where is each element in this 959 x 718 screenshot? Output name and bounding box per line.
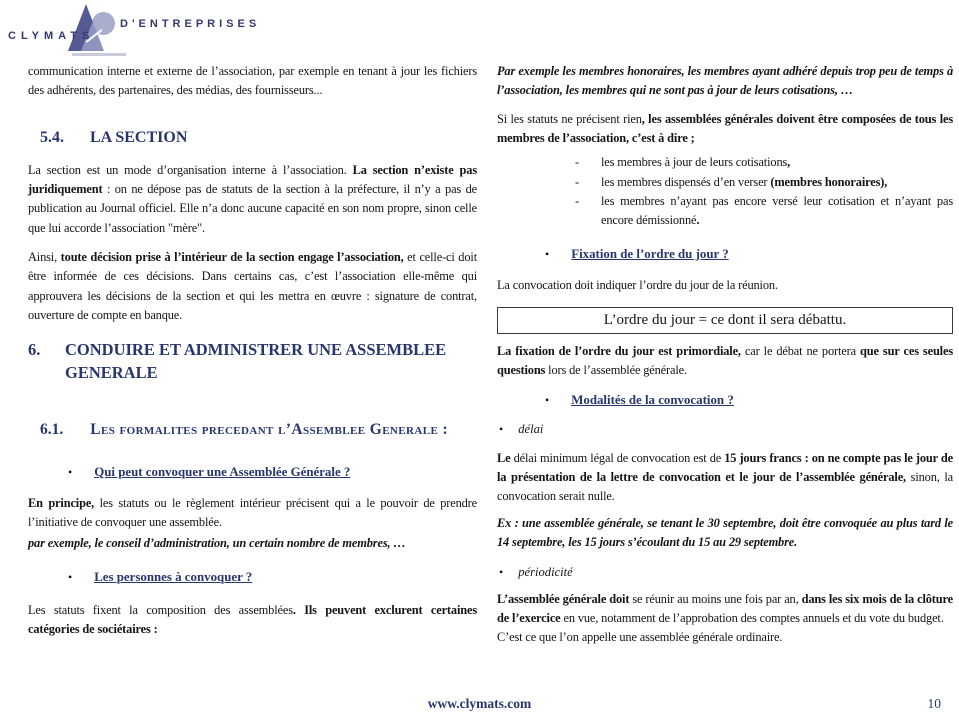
bullet-delai — [497, 422, 953, 437]
bullet-modalites-convocation — [497, 393, 953, 408]
bullet-icon: • — [545, 392, 550, 407]
paragraph-periodicite: L’assemblée générale doit se réunir au moins une fois par an, dans les six mois de la clôture de l’exercice en vue, notamment de l’approbation des comptes annuels et du vote du budget. C’est ce que l’on appelle une assemblée générale ordinaire. — [497, 591, 953, 645]
bullet-icon: • — [545, 246, 550, 261]
brand-entreprises: D'ENTREPRISES — [120, 18, 261, 30]
heading-title: LA SECTION — [90, 128, 188, 146]
list-item — [497, 153, 953, 172]
ordre-du-jour-box: L’ordre du jour = ce dont il sera débattu. — [497, 307, 953, 334]
heading-number: 5.4. — [40, 128, 64, 146]
bullet-periodicite — [497, 565, 953, 580]
bullet-icon: • — [68, 569, 73, 584]
heading-number: 6. — [28, 340, 41, 360]
paragraph-exemple-delai: Ex : une assemblée générale, se tenant le 30 septembre, doit être convoquée au plus tard le 14 septembre, les 15 jours s’écoulant du 15 au 29 septembre. — [497, 515, 953, 550]
list-item-text: les membres dispensés d’en verser (membres honoraires), — [601, 174, 888, 189]
paragraph-section-legal: La section est un mode d’organisation interne à l’association. La section n’existe pas juridiquement : on ne dépose pas de statuts de la section à la préfecture, il n’y a pas de publication au Journal officiel. Elle n’a donc aucune capacité en son nom propre, sinon celle que lui accorde l’association "mère". — [28, 162, 477, 235]
paragraph-en-principe: En principe, les statuts ou le règlement intérieur précisent qui a le pouvoir de prendre l’initiative de convoquer une assemblée. — [28, 495, 478, 530]
heading-title: Les formalites precedant l’Assemblee Generale : — [90, 420, 449, 438]
page-number: 10 — [927, 696, 941, 711]
paragraph-fixation-primordiale: La fixation de l’ordre du jour est primordiale, car le débat ne portera que sur ces seules questions lors de l’assemblée générale. — [497, 344, 953, 378]
list-item-text: les membres à jour de leurs cotisations, — [601, 155, 791, 170]
column-right — [497, 62, 953, 648]
list-item-text: les membres n’ayant pas encore versé leur cotisation et n’ayant pas encore démissionné. — [601, 194, 953, 228]
logo-baseline-decoration — [72, 53, 126, 56]
dash-marker: - — [575, 155, 579, 170]
paragraph-convocation-ordre: La convocation doit indiquer l’ordre du jour de la réunion. — [497, 277, 778, 292]
bullet-label: Les personnes à convoquer ? — [94, 569, 253, 584]
footer-site-link[interactable]: www.clymats.com — [427, 696, 532, 711]
intro-paragraph: communication interne et externe de l’association, par exemple en tenant à jour les fichiers des adhérents, des partenaires, des médias, des fournisseurs... — [28, 64, 477, 98]
bullet-label: Fixation de l’ordre du jour ? — [571, 246, 729, 261]
paragraph-section-decisions: Ainsi, toute décision prise à l’intérieur de la section engage l’association, et celle-ci doit être informée de ces décisions. Dans certains cas, c’est l’association elle-même qui approuvera les décisions de la section et qui les mettra en œuvre : signature de contrat, ouverture de compte en banque. — [28, 250, 477, 323]
bullet-fixation-ordre-du-jour — [497, 247, 953, 262]
list-item — [497, 173, 953, 192]
bullet-qui-peut-convoquer — [28, 465, 477, 480]
section-heading-6 — [28, 339, 477, 384]
heading-number: 6.1. — [40, 420, 64, 438]
section-heading-6-1 — [28, 418, 470, 443]
dash-marker: - — [575, 174, 579, 189]
bullet-label: Qui peut convoquer une Assemblée Générale ? — [94, 464, 351, 479]
paragraph-delai-minimum: Le délai minimum légal de convocation est de 15 jours francs : on ne compte pas le jour de la présentation de la lettre de convocation et le jour de l’assemblée générale, sinon, la convocation serait nulle. — [497, 450, 953, 504]
paragraph-si-statuts: Si les statuts ne précisent rien, les assemblées générales doivent être composées de tous les membres de l’association, c’est à dire ; — [497, 111, 954, 146]
bullet-icon: • — [499, 421, 504, 436]
list-item — [497, 192, 953, 231]
members-dash-list — [497, 153, 953, 230]
bullet-label: Modalités de la convocation ? — [571, 392, 734, 407]
brand-clymats: CLYMATS — [8, 30, 95, 42]
bullet-icon: • — [499, 564, 504, 579]
two-column-body — [28, 62, 953, 648]
paragraph-par-exemple: par exemple, le conseil d’administration, un certain nombre de membres, … — [28, 536, 406, 551]
clymats-logo — [8, 2, 278, 60]
bullet-icon: • — [68, 464, 73, 479]
heading-title: CONDUIRE ET ADMINISTRER UNE ASSEMBLEE GENERALE — [65, 340, 447, 382]
paragraph-statuts-composition: Les statuts fixent la composition des assemblées. Ils peuvent exclurent certaines catégories de sociétaires : — [28, 602, 477, 637]
bullet-label: délai — [518, 421, 544, 436]
column-left — [28, 62, 477, 648]
section-heading-5-4 — [28, 129, 477, 147]
bullet-personnes-a-convoquer — [28, 570, 477, 585]
dash-marker: - — [575, 194, 579, 209]
bullet-label: périodicité — [518, 564, 573, 579]
paragraph-membres-exemple: Par exemple les membres honoraires, les membres ayant adhéré depuis trop peu de temps à l’association, les membres qui ne sont pas à jour de leurs cotisations, … — [497, 64, 953, 98]
